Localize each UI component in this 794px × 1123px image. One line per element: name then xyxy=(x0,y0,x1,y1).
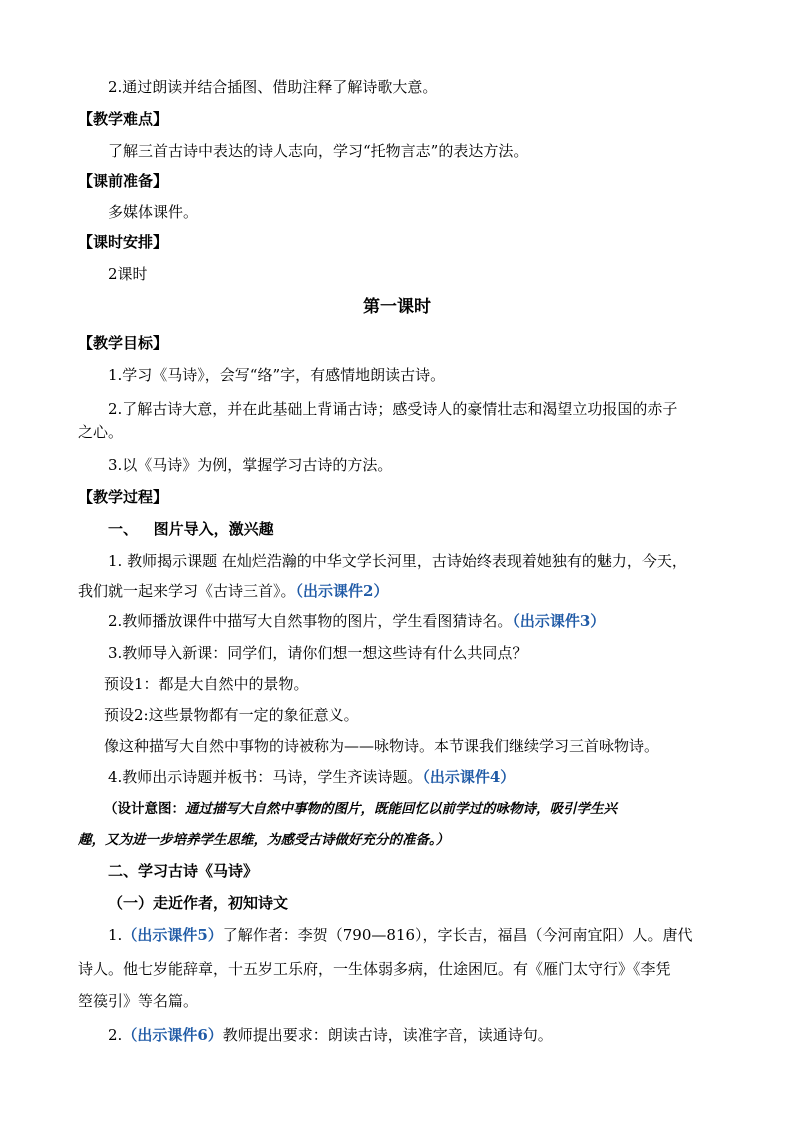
text-span: 1. xyxy=(108,926,123,944)
text-line xyxy=(108,924,693,946)
section-heading: 【教学目标】 xyxy=(78,334,169,352)
text-line: 1.学习《马诗》，会写“络”字，有感情地朗读古诗。 xyxy=(108,366,446,384)
text-line xyxy=(78,580,388,602)
subsection-heading: 一、 图片导入，激兴趣 xyxy=(108,520,274,538)
text-line: 诗人。他七岁能辞章，十五岁工乐府，一生体弱多病，仕途困厄。有《雁门太守行》《李凭 xyxy=(78,960,671,978)
courseware-ref: （出示课件3） xyxy=(512,612,606,630)
text-line: 2.了解古诗大意，并在此基础上背诵古诗；感受诗人的豪情壮志和渴望立功报国的赤子 xyxy=(108,400,678,418)
design-intent: 趣，又为进一步培养学生思维，为感受古诗做好充分的准备。） xyxy=(78,832,450,848)
text-line xyxy=(108,610,605,632)
section-heading: 【课前准备】 xyxy=(78,172,169,190)
text-span: 了解作者：李贺（790—816），字长吉，福昌（今河南宜阳）人。唐代 xyxy=(222,926,693,944)
text-span: 2.教师播放课件中描写大自然事物的图片，学生看图猜诗名。 xyxy=(108,612,513,630)
text-line: 2课时 xyxy=(108,265,148,283)
design-intent xyxy=(104,798,617,820)
design-intent-label: （设计意图： xyxy=(104,801,185,817)
text-line: 1. 教师揭示课题 在灿烂浩瀚的中华文学长河里，古诗始终表现着她独有的魅力，今天， xyxy=(108,552,687,570)
text-span: 我们就一起来学习《古诗三首》。 xyxy=(78,582,296,600)
text-line: 3.教师导入新课：同学们，请你们想一想这些诗有什么共同点？ xyxy=(108,644,528,662)
text-line: 多媒体课件。 xyxy=(108,203,199,221)
text-line: 箜篌引》等名篇。 xyxy=(78,992,199,1010)
text-line xyxy=(108,1024,553,1046)
text-line xyxy=(108,766,515,788)
subsection-heading: 二、学习古诗《马诗》 xyxy=(108,862,259,880)
text-line: 了解三首古诗中表达的诗人志向，学习“托物言志”的表达方法。 xyxy=(108,142,529,160)
courseware-ref: （出示课件6） xyxy=(122,1026,223,1044)
text-span: 教师提出要求：朗读古诗，读准字音，读通诗句。 xyxy=(222,1026,553,1044)
section-heading: 【教学难点】 xyxy=(78,110,169,128)
courseware-ref: （出示课件4） xyxy=(422,768,516,786)
courseware-ref: （出示课件5） xyxy=(122,926,223,944)
text-span: 4.教师出示诗题并板书：马诗，学生齐读诗题。 xyxy=(108,768,423,786)
section-heading: 【教学过程】 xyxy=(78,488,169,506)
text-span: 通过描写大自然中事物的图片，既能回忆以前学过的咏物诗，吸引学生兴 xyxy=(185,801,617,817)
text-span: 2. xyxy=(108,1026,123,1044)
subsection-heading: （一）走近作者，初知诗文 xyxy=(108,894,289,912)
text-line: 3.以《马诗》为例，掌握学习古诗的方法。 xyxy=(108,456,393,474)
text-line: 2.通过朗读并结合插图、借助注释了解诗歌大意。 xyxy=(108,78,438,96)
text-line: 之心。 xyxy=(78,423,124,441)
section-heading: 【课时安排】 xyxy=(78,233,169,251)
text-line: 预设1：都是大自然中的景物。 xyxy=(104,675,309,693)
courseware-ref: （出示课件2） xyxy=(295,582,389,600)
text-line: 预设2:这些景物都有一定的象征意义。 xyxy=(104,706,359,724)
text-line: 像这种描写大自然中事物的诗被称为——咏物诗。本节课我们继续学习三首咏物诗。 xyxy=(104,737,660,755)
page-title: 第一课时 xyxy=(363,297,431,317)
